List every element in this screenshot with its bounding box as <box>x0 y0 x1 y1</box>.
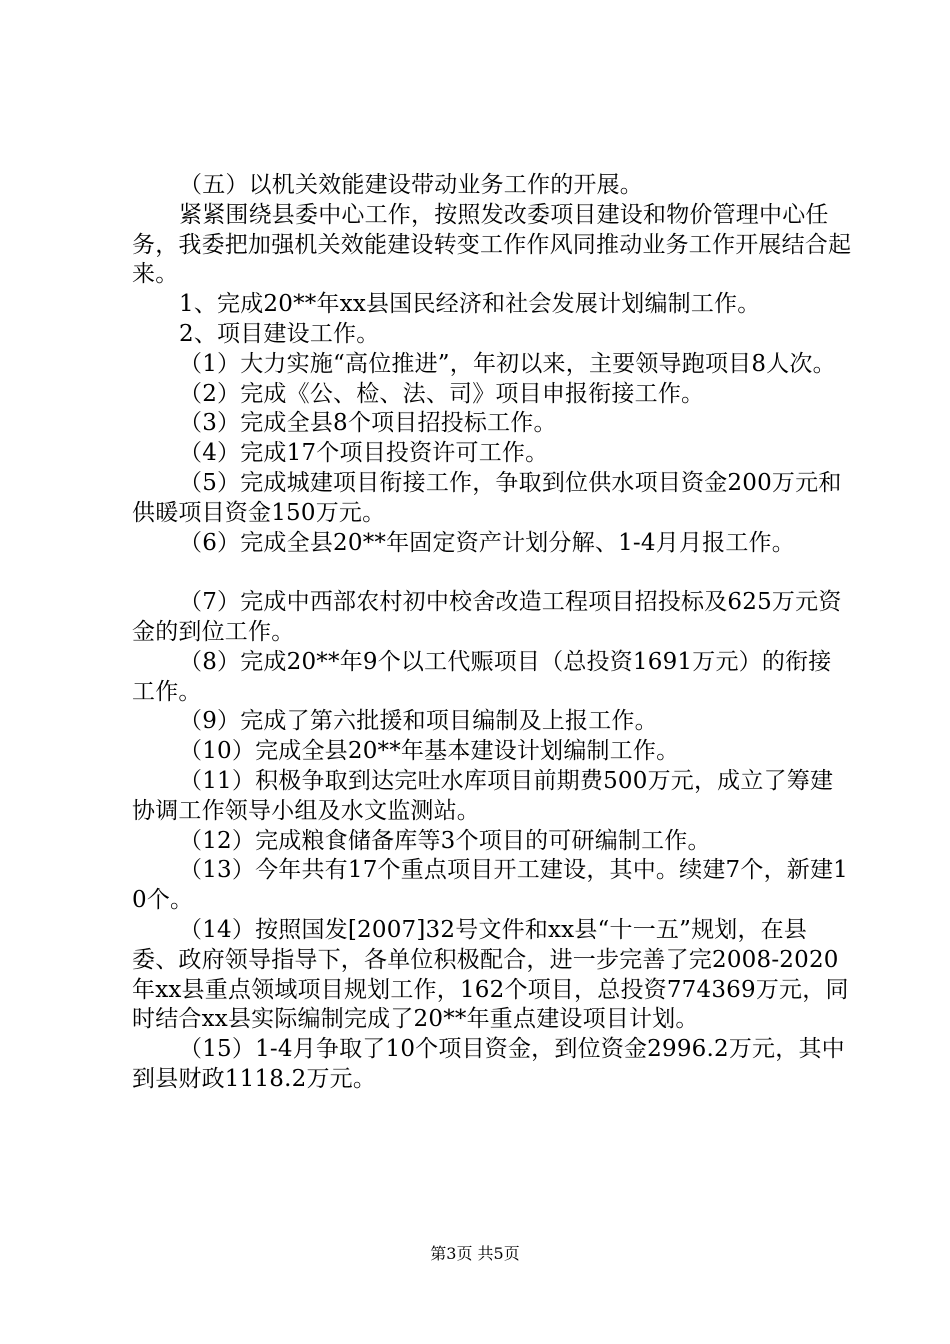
list-item: 1、完成20**年xx县国民经济和社会发展计划编制工作。 <box>179 291 761 318</box>
sub-item: （5）完成城建项目衔接工作，争取到位供水项目资金200万元和供暖项目资金150万元。 <box>132 469 842 526</box>
sub-item: （8）完成20**年9个以工代赈项目（总投资1691万元）的衔接工作。 <box>132 648 832 705</box>
sub-item: （14）按照国发[2007]32号文件和xx县“十一五”规划，在县委、政府领导指导下，各单位积极配合，进一步完善了完2008-2020年xx县重点领域项目规划工作，162个项目，总投资774369万元，同时结合xx县实际编制完成了20**年重点建设项目计划。 <box>132 916 849 1033</box>
sub-item: （4）完成17个项目投资许可工作。 <box>179 440 549 467</box>
list-item: 2、项目建设工作。 <box>179 320 380 347</box>
sub-item: （12）完成粮食储备库等3个项目的可研编制工作。 <box>179 827 711 854</box>
sub-item: （2）完成《公、检、法、司》项目申报衔接工作。 <box>179 380 705 407</box>
sub-item: （3）完成全县8个项目招投标工作。 <box>179 410 557 437</box>
sub-item: （11）积极争取到达完吐水库项目前期费500万元，成立了筹建协调工作领导小组及水文监测站。 <box>132 767 834 824</box>
sub-item: （6）完成全县20**年固定资产计划分解、1-4月月报工作。 <box>179 529 795 556</box>
page-number: 第3页 共5页 <box>430 1244 520 1263</box>
sub-item: （13）今年共有17个重点项目开工建设，其中。续建7个，新建10个。 <box>132 857 848 914</box>
page-footer <box>0 1244 950 1264</box>
sub-item: （9）完成了第六批援和项目编制及上报工作。 <box>179 708 658 735</box>
sub-item: （1）大力实施“高位推进”，年初以来，主要领导跑项目8人次。 <box>179 350 836 377</box>
section-heading: （五）以机关效能建设带动业务工作的开展。 <box>179 172 643 198</box>
document-body <box>132 171 852 1095</box>
blank-line <box>132 558 852 588</box>
sub-item: （10）完成全县20**年基本建设计划编制工作。 <box>179 738 680 765</box>
sub-item: （7）完成中西部农村初中校舍改造工程项目招投标及625万元资金的到位工作。 <box>132 589 842 645</box>
sub-item: （15）1-4月争取了10个项目资金，到位资金2996.2万元，其中到县财政1118.2万元。 <box>132 1036 845 1092</box>
intro-paragraph: 紧紧围绕县委中心工作，按照发改委项目建设和物价管理中心任务，我委把加强机关效能建设转变工作作风同推动业务工作开展结合起来。 <box>132 201 852 288</box>
